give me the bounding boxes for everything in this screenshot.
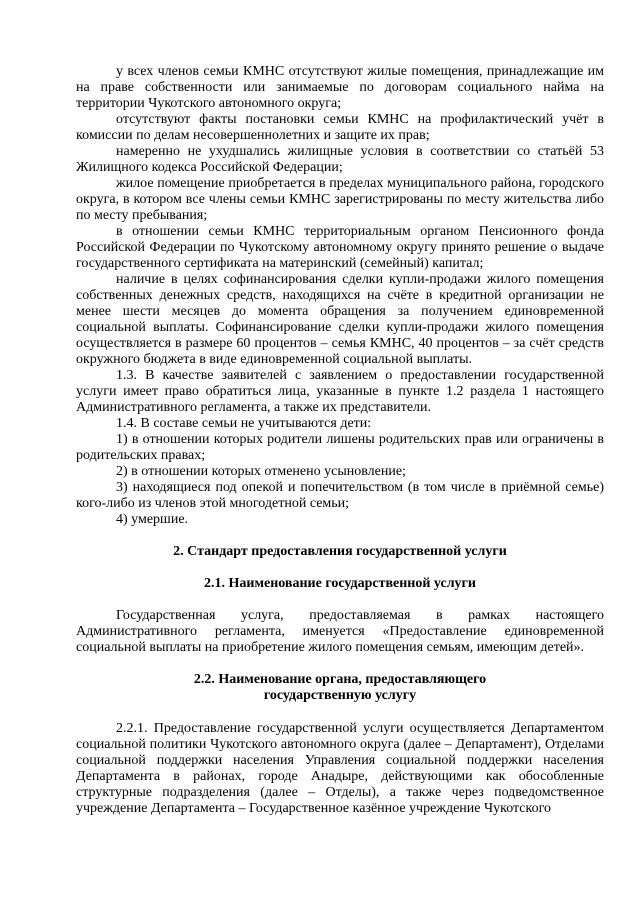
paragraph-maternity-capital: в отношении семьи КМНС территориальным органом Пенсионного фонда Российской Федерации по Чукотскому автономному округу принято решение о выдаче государственного сертификата на материнский (семейный) капитал; bbox=[76, 224, 604, 271]
paragraph-1-3-applicants: 1.3. В качестве заявителей с заявлением о предоставлении государственной услуги имеет право обратиться лица, указанные в пункте 1.2 раздела 1 настоящего Административного регламента, а также их представители. bbox=[76, 368, 604, 415]
paragraph-1-4-excluded-children: 1.4. В составе семьи не учитываются дети: bbox=[116, 416, 372, 431]
paragraph-housing-location: жилое помещение приобретается в пределах муниципального района, городского округа, в котором все члены семьи КМНС зарегистрированы по месту жительства либо по месту пребывания; bbox=[76, 176, 604, 223]
list-item-1: 1) в отношении которых родители лишены родительских прав или ограничены в родительских правах; bbox=[76, 432, 604, 463]
section-2-1-heading: 2.1. Наименование государственной услуги bbox=[204, 576, 476, 591]
paragraph-no-preventive-registration: отсутствуют факты постановки семьи КМНС на профилактический учёт в комиссии по делам несовершеннолетних и защите их прав; bbox=[76, 112, 604, 143]
section-2-2-1-paragraph: 2.2.1. Предоставление государственной услуги осуществляется Департаментом социальной политики Чукотского автономного округа (далее – Департамент), Отделами социальной поддержки населения Управления социальной поддержки населения Департамента в районах, городе Анадыре, действующими как обособленные структурные подразделения (далее – Отделы), а также через подведомственное учреждение Департамента – Государственное казённое учреждение Чукотского bbox=[76, 721, 604, 816]
document-page bbox=[76, 64, 604, 817]
section-2-2-heading-line-1: 2.2. Наименование органа, предоставляющего bbox=[193, 672, 487, 687]
section-2-2-heading-line-2: государственную услугу bbox=[263, 688, 417, 703]
list-item-4: 4) умершие. bbox=[116, 512, 189, 527]
paragraph-cofinancing: наличие в целях софинансирования сделки купли-продажи жилого помещения собственных денежных средств, находящихся на счёте в кредитной организации не менее шести месяцев до момента обращения за получением единовременной социальной выплаты. Софинансирование сделки купли-продажи жилого помещения осуществляется в размере 60 процентов – семья КМНС, 40 процентов – за счёт средств окружного бюджета в виде единовременной социальной выплаты. bbox=[76, 272, 604, 367]
paragraph-housing-absence: у всех членов семьи КМНС отсутствуют жилые помещения, принадлежащие им на праве собственности или занимаемые по договорам социального найма на территории Чукотского автономного округа; bbox=[76, 64, 604, 111]
list-item-2: 2) в отношении которых отменено усыновление; bbox=[116, 464, 406, 479]
section-2-1-paragraph: Государственная услуга, предоставляемая в рамках настоящего Административного регламента, именуется «Предоставление единовременной социальной выплаты на приобретение жилого помещения семьям, имеющим детей». bbox=[76, 608, 604, 655]
paragraph-no-worsened-conditions: намеренно не ухудшались жилищные условия в соответствии со статьёй 53 Жилищного кодекса Российской Федерации; bbox=[76, 144, 604, 175]
list-item-3: 3) находящиеся под опекой и попечительством (в том числе в приёмной семье) кого-либо из членов этой многодетной семьи; bbox=[76, 480, 604, 511]
section-2-heading: 2. Стандарт предоставления государственной услуги bbox=[173, 544, 507, 559]
section-2-2-heading bbox=[76, 672, 604, 704]
